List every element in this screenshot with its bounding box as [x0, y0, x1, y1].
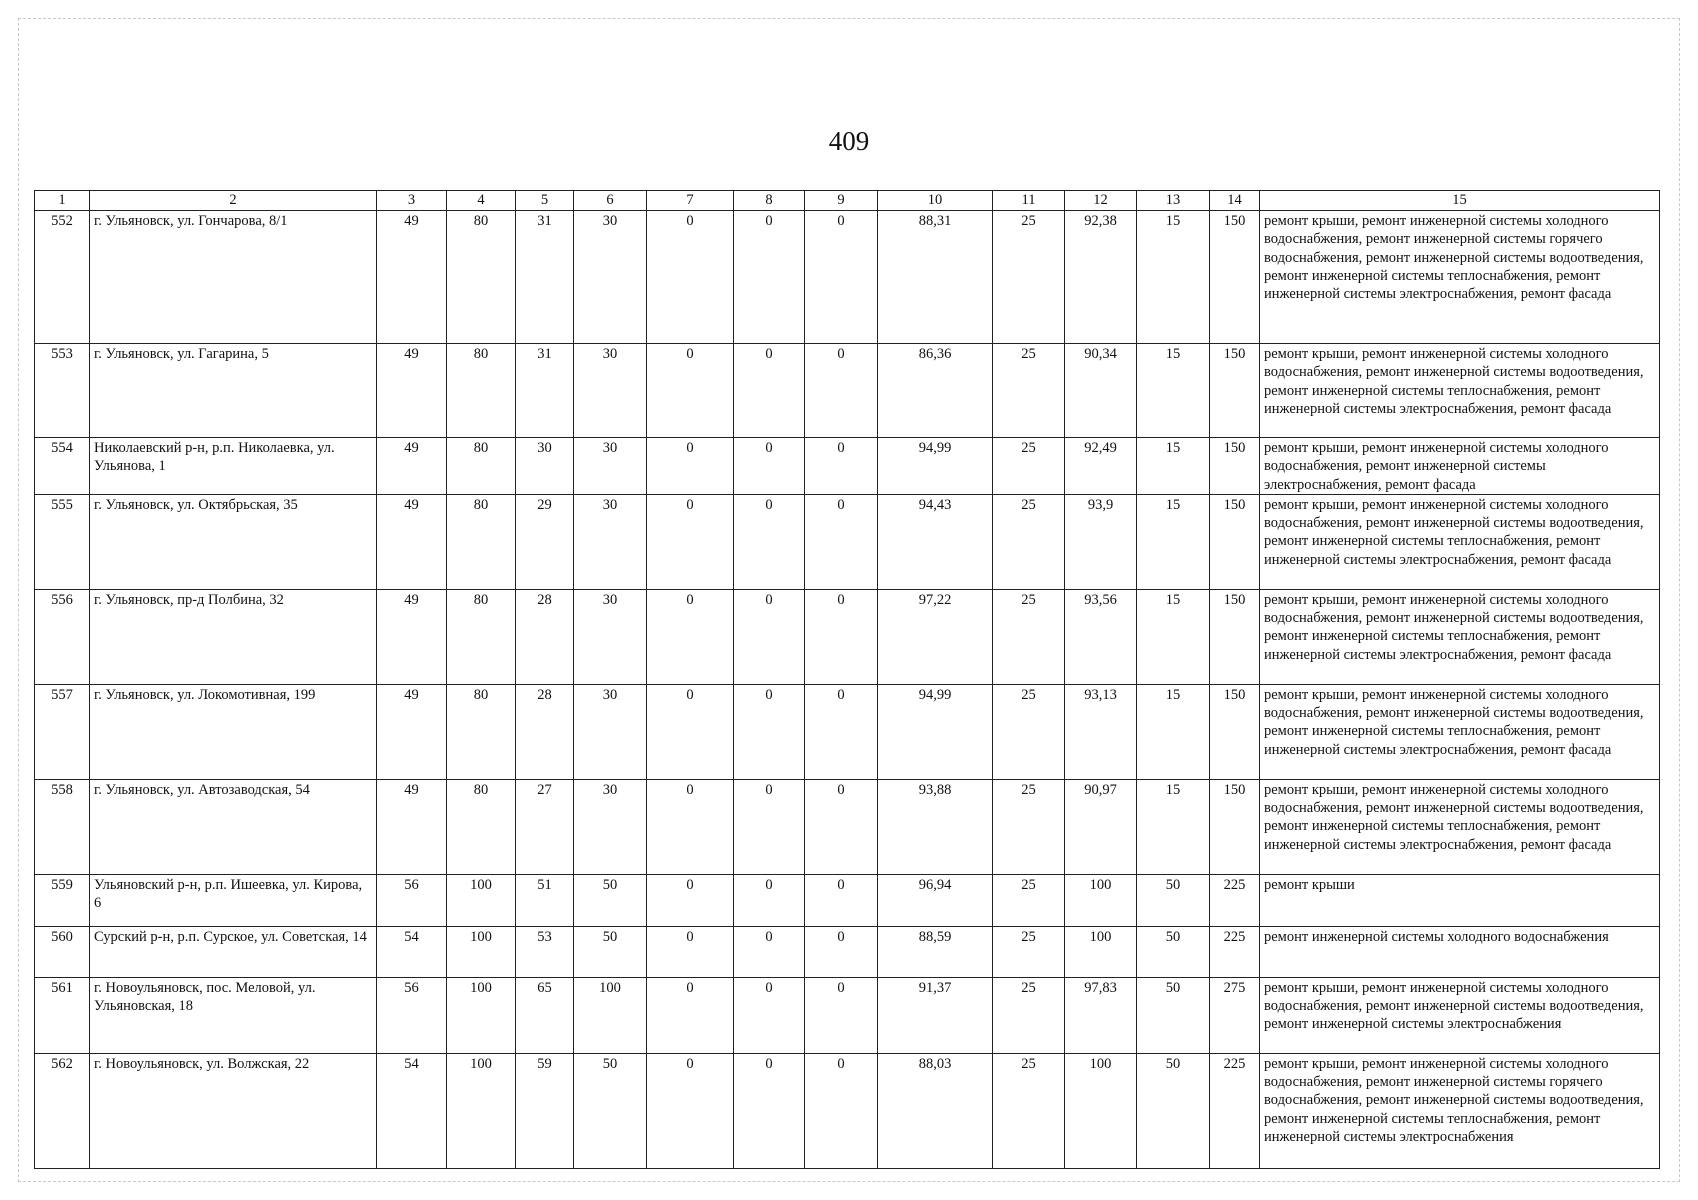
- work-description-cell: ремонт крыши, ремонт инженерной системы холодного водоснабжения, ремонт инженерной системы электроснабжения, ремонт фасада: [1260, 438, 1660, 495]
- value-cell: 50: [574, 1053, 647, 1168]
- value-cell: 56: [377, 874, 447, 926]
- value-cell: 15: [1137, 589, 1210, 684]
- work-description-cell: ремонт инженерной системы холодного водоснабжения: [1260, 926, 1660, 977]
- value-cell: 54: [377, 1053, 447, 1168]
- value-cell: 0: [647, 1053, 734, 1168]
- value-cell: 28: [516, 684, 574, 779]
- value-cell: 0: [647, 589, 734, 684]
- value-cell: 92,38: [1065, 211, 1137, 344]
- value-cell: 25: [993, 874, 1065, 926]
- work-description-cell: ремонт крыши: [1260, 874, 1660, 926]
- repair-table: [34, 190, 1660, 1169]
- value-cell: 80: [447, 438, 516, 495]
- table-row: [35, 874, 1660, 926]
- value-cell: 88,31: [878, 211, 993, 344]
- value-cell: 225: [1210, 1053, 1260, 1168]
- value-cell: 25: [993, 344, 1065, 438]
- value-cell: 50: [1137, 977, 1210, 1053]
- table-row: [35, 977, 1660, 1053]
- value-cell: 0: [805, 779, 878, 874]
- work-description-cell: ремонт крыши, ремонт инженерной системы холодного водоснабжения, ремонт инженерной системы водоотведения, ремонт инженерной системы теплоснабжения, ремонт инженерной системы электроснабжения, ремонт фасада: [1260, 344, 1660, 438]
- value-cell: 56: [377, 977, 447, 1053]
- address-cell: г. Ульяновск, пр-д Полбина, 32: [90, 589, 377, 684]
- row-number-cell: 552: [35, 211, 90, 344]
- header-cell: 2: [90, 191, 377, 211]
- row-number-cell: 553: [35, 344, 90, 438]
- value-cell: 28: [516, 589, 574, 684]
- row-number-cell: 560: [35, 926, 90, 977]
- work-description-cell: ремонт крыши, ремонт инженерной системы холодного водоснабжения, ремонт инженерной системы водоотведения, ремонт инженерной системы теплоснабжения, ремонт инженерной системы электроснабжения, ремонт фасада: [1260, 684, 1660, 779]
- header-cell: 7: [647, 191, 734, 211]
- value-cell: 0: [805, 926, 878, 977]
- value-cell: 100: [1065, 1053, 1137, 1168]
- value-cell: 30: [516, 438, 574, 495]
- header-cell: 6: [574, 191, 647, 211]
- address-cell: г. Ульяновск, ул. Локомотивная, 199: [90, 684, 377, 779]
- value-cell: 93,56: [1065, 589, 1137, 684]
- value-cell: 54: [377, 926, 447, 977]
- header-cell: 4: [447, 191, 516, 211]
- value-cell: 49: [377, 684, 447, 779]
- value-cell: 0: [734, 926, 805, 977]
- value-cell: 0: [734, 589, 805, 684]
- value-cell: 93,88: [878, 779, 993, 874]
- value-cell: 91,37: [878, 977, 993, 1053]
- value-cell: 51: [516, 874, 574, 926]
- value-cell: 94,99: [878, 684, 993, 779]
- address-cell: г. Новоульяновск, ул. Волжская, 22: [90, 1053, 377, 1168]
- value-cell: 0: [734, 211, 805, 344]
- work-description-cell: ремонт крыши, ремонт инженерной системы холодного водоснабжения, ремонт инженерной системы горячего водоснабжения, ремонт инженерной системы водоотведения, ремонт инженерной системы теплоснабжения, ремонт инженерной системы электроснабжения: [1260, 1053, 1660, 1168]
- value-cell: 0: [647, 874, 734, 926]
- row-number-cell: 562: [35, 1053, 90, 1168]
- value-cell: 86,36: [878, 344, 993, 438]
- value-cell: 27: [516, 779, 574, 874]
- value-cell: 0: [734, 874, 805, 926]
- value-cell: 0: [805, 344, 878, 438]
- value-cell: 50: [1137, 874, 1210, 926]
- value-cell: 15: [1137, 211, 1210, 344]
- value-cell: 0: [805, 211, 878, 344]
- value-cell: 30: [574, 684, 647, 779]
- row-number-cell: 558: [35, 779, 90, 874]
- value-cell: 90,97: [1065, 779, 1137, 874]
- value-cell: 0: [647, 684, 734, 779]
- value-cell: 150: [1210, 779, 1260, 874]
- row-number-cell: 555: [35, 494, 90, 589]
- value-cell: 0: [805, 494, 878, 589]
- value-cell: 100: [1065, 874, 1137, 926]
- page-number: 409: [828, 126, 870, 156]
- value-cell: 97,83: [1065, 977, 1137, 1053]
- value-cell: 100: [447, 874, 516, 926]
- value-cell: 49: [377, 779, 447, 874]
- address-cell: г. Ульяновск, ул. Октябрьская, 35: [90, 494, 377, 589]
- value-cell: 0: [734, 977, 805, 1053]
- value-cell: 0: [647, 494, 734, 589]
- value-cell: 49: [377, 344, 447, 438]
- value-cell: 94,99: [878, 438, 993, 495]
- value-cell: 94,43: [878, 494, 993, 589]
- value-cell: 50: [1137, 926, 1210, 977]
- value-cell: 150: [1210, 589, 1260, 684]
- value-cell: 15: [1137, 684, 1210, 779]
- address-cell: г. Ульяновск, ул. Гончарова, 8/1: [90, 211, 377, 344]
- value-cell: 0: [805, 684, 878, 779]
- value-cell: 225: [1210, 926, 1260, 977]
- address-cell: Ульяновский р-н, р.п. Ишеевка, ул. Кирова, 6: [90, 874, 377, 926]
- value-cell: 0: [647, 977, 734, 1053]
- value-cell: 88,03: [878, 1053, 993, 1168]
- value-cell: 0: [805, 589, 878, 684]
- value-cell: 92,49: [1065, 438, 1137, 495]
- value-cell: 0: [647, 211, 734, 344]
- value-cell: 25: [993, 926, 1065, 977]
- value-cell: 15: [1137, 438, 1210, 495]
- value-cell: 30: [574, 344, 647, 438]
- value-cell: 100: [447, 1053, 516, 1168]
- value-cell: 25: [993, 779, 1065, 874]
- value-cell: 0: [805, 874, 878, 926]
- row-number-cell: 554: [35, 438, 90, 495]
- value-cell: 80: [447, 589, 516, 684]
- header-cell: 3: [377, 191, 447, 211]
- table-row: [35, 211, 1660, 344]
- work-description-cell: ремонт крыши, ремонт инженерной системы холодного водоснабжения, ремонт инженерной системы водоотведения, ремонт инженерной системы теплоснабжения, ремонт инженерной системы электроснабжения, ремонт фасада: [1260, 494, 1660, 589]
- value-cell: 0: [805, 438, 878, 495]
- value-cell: 65: [516, 977, 574, 1053]
- header-cell: 14: [1210, 191, 1260, 211]
- value-cell: 25: [993, 684, 1065, 779]
- value-cell: 25: [993, 494, 1065, 589]
- value-cell: 0: [647, 926, 734, 977]
- work-description-cell: ремонт крыши, ремонт инженерной системы холодного водоснабжения, ремонт инженерной системы горячего водоснабжения, ремонт инженерной системы водоотведения, ремонт инженерной системы теплоснабжения, ремонт инженерной системы электроснабжения, ремонт фасада: [1260, 211, 1660, 344]
- value-cell: 90,34: [1065, 344, 1137, 438]
- row-number-cell: 561: [35, 977, 90, 1053]
- value-cell: 150: [1210, 684, 1260, 779]
- value-cell: 93,13: [1065, 684, 1137, 779]
- work-description-cell: ремонт крыши, ремонт инженерной системы холодного водоснабжения, ремонт инженерной системы водоотведения, ремонт инженерной системы электроснабжения: [1260, 977, 1660, 1053]
- value-cell: 53: [516, 926, 574, 977]
- value-cell: 30: [574, 589, 647, 684]
- value-cell: 80: [447, 779, 516, 874]
- value-cell: 100: [1065, 926, 1137, 977]
- value-cell: 50: [574, 874, 647, 926]
- value-cell: 225: [1210, 874, 1260, 926]
- value-cell: 0: [734, 684, 805, 779]
- value-cell: 49: [377, 438, 447, 495]
- value-cell: 100: [447, 977, 516, 1053]
- value-cell: 50: [574, 926, 647, 977]
- value-cell: 59: [516, 1053, 574, 1168]
- value-cell: 25: [993, 1053, 1065, 1168]
- value-cell: 0: [805, 1053, 878, 1168]
- value-cell: 0: [734, 438, 805, 495]
- header-cell: 12: [1065, 191, 1137, 211]
- value-cell: 30: [574, 494, 647, 589]
- table-row: [35, 589, 1660, 684]
- value-cell: 0: [647, 438, 734, 495]
- row-number-cell: 557: [35, 684, 90, 779]
- value-cell: 31: [516, 211, 574, 344]
- value-cell: 97,22: [878, 589, 993, 684]
- value-cell: 150: [1210, 344, 1260, 438]
- value-cell: 30: [574, 438, 647, 495]
- value-cell: 0: [734, 1053, 805, 1168]
- header-cell: 11: [993, 191, 1065, 211]
- value-cell: 0: [647, 779, 734, 874]
- value-cell: 25: [993, 589, 1065, 684]
- value-cell: 25: [993, 211, 1065, 344]
- value-cell: 150: [1210, 438, 1260, 495]
- value-cell: 96,94: [878, 874, 993, 926]
- value-cell: 100: [447, 926, 516, 977]
- address-cell: г. Ульяновск, ул. Гагарина, 5: [90, 344, 377, 438]
- table-row: [35, 926, 1660, 977]
- header-cell: 15: [1260, 191, 1660, 211]
- value-cell: 25: [993, 977, 1065, 1053]
- row-number-cell: 556: [35, 589, 90, 684]
- table-row: [35, 684, 1660, 779]
- value-cell: 0: [734, 344, 805, 438]
- value-cell: 0: [734, 494, 805, 589]
- value-cell: 80: [447, 211, 516, 344]
- value-cell: 30: [574, 211, 647, 344]
- value-cell: 49: [377, 494, 447, 589]
- value-cell: 29: [516, 494, 574, 589]
- header-cell: 9: [805, 191, 878, 211]
- header-cell: 8: [734, 191, 805, 211]
- header-row: [35, 191, 1660, 211]
- value-cell: 80: [447, 494, 516, 589]
- work-description-cell: ремонт крыши, ремонт инженерной системы холодного водоснабжения, ремонт инженерной системы водоотведения, ремонт инженерной системы теплоснабжения, ремонт инженерной системы электроснабжения, ремонт фасада: [1260, 589, 1660, 684]
- value-cell: 15: [1137, 344, 1210, 438]
- value-cell: 100: [574, 977, 647, 1053]
- table-row: [35, 344, 1660, 438]
- table-row: [35, 1053, 1660, 1168]
- value-cell: 275: [1210, 977, 1260, 1053]
- address-cell: Сурский р-н, р.п. Сурское, ул. Советская, 14: [90, 926, 377, 977]
- value-cell: 50: [1137, 1053, 1210, 1168]
- value-cell: 49: [377, 211, 447, 344]
- value-cell: 0: [734, 779, 805, 874]
- header-cell: 13: [1137, 191, 1210, 211]
- value-cell: 15: [1137, 494, 1210, 589]
- header-cell: 10: [878, 191, 993, 211]
- header-cell: 5: [516, 191, 574, 211]
- row-number-cell: 559: [35, 874, 90, 926]
- table-row: [35, 494, 1660, 589]
- value-cell: 25: [993, 438, 1065, 495]
- address-cell: г. Новоульяновск, пос. Меловой, ул. Ульяновская, 18: [90, 977, 377, 1053]
- value-cell: 80: [447, 684, 516, 779]
- value-cell: 88,59: [878, 926, 993, 977]
- address-cell: г. Ульяновск, ул. Автозаводская, 54: [90, 779, 377, 874]
- value-cell: 80: [447, 344, 516, 438]
- value-cell: 30: [574, 779, 647, 874]
- value-cell: 31: [516, 344, 574, 438]
- table-row: [35, 438, 1660, 495]
- value-cell: 15: [1137, 779, 1210, 874]
- value-cell: 150: [1210, 211, 1260, 344]
- value-cell: 0: [805, 977, 878, 1053]
- header-cell: 1: [35, 191, 90, 211]
- value-cell: 49: [377, 589, 447, 684]
- value-cell: 150: [1210, 494, 1260, 589]
- value-cell: 0: [647, 344, 734, 438]
- value-cell: 93,9: [1065, 494, 1137, 589]
- address-cell: Николаевский р-н, р.п. Николаевка, ул. Ульянова, 1: [90, 438, 377, 495]
- table-row: [35, 779, 1660, 874]
- work-description-cell: ремонт крыши, ремонт инженерной системы холодного водоснабжения, ремонт инженерной системы водоотведения, ремонт инженерной системы теплоснабжения, ремонт инженерной системы электроснабжения, ремонт фасада: [1260, 779, 1660, 874]
